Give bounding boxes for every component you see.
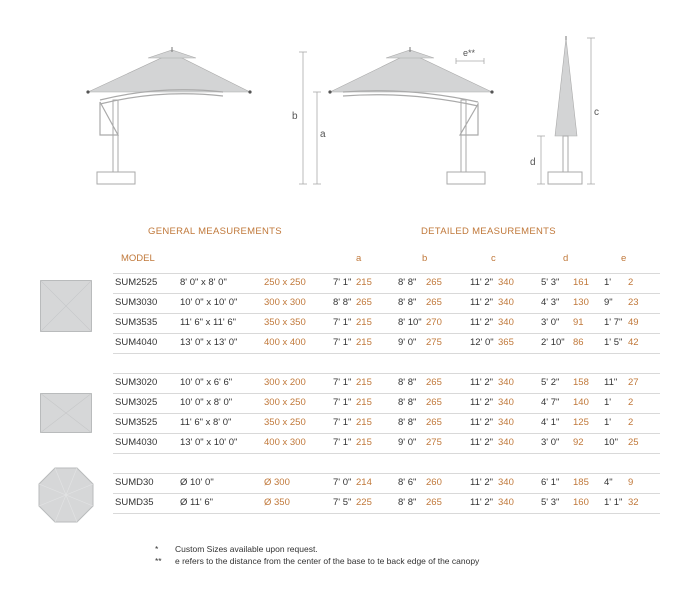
cell-c-imp: 11' 2" <box>470 497 493 508</box>
cell-b-imp: 9' 0" <box>398 337 417 348</box>
cell-d-imp: 5' 2" <box>541 377 560 388</box>
cell-size-imp: 10' 0" x 10' 0" <box>180 297 238 308</box>
cell-b-imp: 8' 8" <box>398 377 417 388</box>
cell-d-imp: 5' 3" <box>541 497 560 508</box>
cell-model: SUM3525 <box>115 417 158 428</box>
column-header-e: e <box>621 253 627 264</box>
cell-c-imp: 11' 2" <box>470 437 493 448</box>
cell-size-imp: 13' 0" x 10' 0" <box>180 437 238 448</box>
cell-c-cm: 340 <box>498 277 514 288</box>
cell-b-imp: 8' 10" <box>398 317 422 328</box>
cell-b-cm: 265 <box>426 277 442 288</box>
table-row <box>113 293 660 314</box>
cell-e-cm: 9 <box>628 477 634 488</box>
cell-b-cm: 275 <box>426 337 442 348</box>
cell-c-imp: 11' 2" <box>470 277 493 288</box>
cell-e-imp: 4" <box>604 477 613 488</box>
cell-d-imp: 4' 3" <box>541 297 560 308</box>
cell-d-imp: 5' 3" <box>541 277 560 288</box>
cell-e-cm: 25 <box>628 437 639 448</box>
table-row <box>113 313 660 334</box>
cell-c-cm: 340 <box>498 437 514 448</box>
cell-d-imp: 6' 1" <box>541 477 560 488</box>
cell-a-imp: 7' 1" <box>333 397 352 408</box>
cell-a-imp: 7' 1" <box>333 437 352 448</box>
cell-e-cm: 27 <box>628 377 639 388</box>
cell-a-cm: 214 <box>356 477 372 488</box>
cell-c-imp: 11' 2" <box>470 377 493 388</box>
cell-b-cm: 265 <box>426 417 442 428</box>
cell-c-imp: 12' 0" <box>470 337 494 348</box>
column-header-d: d <box>563 253 569 264</box>
cell-c-imp: 11' 2" <box>470 417 493 428</box>
table-row <box>113 493 660 514</box>
table-row <box>113 473 660 494</box>
cell-size-imp: 8' 0" x 8' 0" <box>180 277 227 288</box>
umbrella-side-view-1 <box>86 47 251 184</box>
table-row <box>113 413 660 434</box>
cell-e-imp: 9" <box>604 297 613 308</box>
cell-e-cm: 32 <box>628 497 639 508</box>
cell-size-cm: 300 x 250 <box>264 397 306 408</box>
cell-model: SUM3535 <box>115 317 158 328</box>
cell-size-imp: Ø 11' 6" <box>180 497 213 508</box>
table-row <box>113 273 660 294</box>
cell-a-cm: 215 <box>356 397 372 408</box>
cell-d-imp: 2' 10" <box>541 337 565 348</box>
detailed-measurements-header: DETAILED MEASUREMENTS <box>421 226 556 237</box>
cell-size-imp: 11' 6" x 11' 6" <box>180 317 236 328</box>
cell-b-imp: 8' 8" <box>398 497 417 508</box>
rectangle-canopy-thumbnail <box>40 393 92 433</box>
table-row <box>113 373 660 394</box>
cell-model: SUM4030 <box>115 437 158 448</box>
cell-e-cm: 42 <box>628 337 639 348</box>
general-measurements-header: GENERAL MEASUREMENTS <box>148 226 282 237</box>
cell-size-cm: 250 x 250 <box>264 277 306 288</box>
cell-a-cm: 265 <box>356 297 372 308</box>
cell-d-imp: 3' 0" <box>541 317 560 328</box>
footnote-1 <box>155 544 318 554</box>
cell-e-cm: 2 <box>628 417 634 428</box>
cell-d-cm: 91 <box>573 317 584 328</box>
cell-c-cm: 340 <box>498 377 514 388</box>
column-header-model: MODEL <box>121 253 155 264</box>
cell-e-imp: 10" <box>604 437 618 448</box>
cell-b-imp: 8' 8" <box>398 297 417 308</box>
cell-b-imp: 8' 6" <box>398 477 417 488</box>
cell-a-imp: 7' 0" <box>333 477 352 488</box>
cell-d-cm: 158 <box>573 377 589 388</box>
cell-a-cm: 225 <box>356 497 372 508</box>
cell-e-imp: 1' <box>604 277 612 288</box>
column-header-b: b <box>422 253 428 264</box>
cell-c-cm: 340 <box>498 297 514 308</box>
label-a: a <box>320 129 326 140</box>
cell-e-imp: 1' <box>604 417 612 428</box>
cell-c-cm: 340 <box>498 317 514 328</box>
cell-c-cm: 365 <box>498 337 514 348</box>
cell-b-imp: 8' 8" <box>398 417 417 428</box>
cell-b-cm: 265 <box>426 497 442 508</box>
footnote-2 <box>155 556 479 566</box>
octagon-canopy-thumbnail <box>38 467 94 523</box>
cell-a-cm: 215 <box>356 337 372 348</box>
cell-d-cm: 185 <box>573 477 589 488</box>
cell-a-imp: 7' 1" <box>333 377 352 388</box>
cell-model: SUM3030 <box>115 297 158 308</box>
cell-size-imp: 10' 0" x 6' 6" <box>180 377 233 388</box>
cell-e-cm: 23 <box>628 297 639 308</box>
cell-c-imp: 11' 2" <box>470 297 493 308</box>
cell-size-imp: Ø 10' 0" <box>180 477 214 488</box>
cell-size-imp: 10' 0" x 8' 0" <box>180 397 233 408</box>
cell-d-cm: 160 <box>573 497 589 508</box>
square-canopy-thumbnail <box>40 280 92 332</box>
cell-a-imp: 7' 1" <box>333 317 352 328</box>
label-b: b <box>292 111 298 122</box>
cell-d-cm: 86 <box>573 337 584 348</box>
footnote-1-marker: * <box>155 544 159 554</box>
cell-a-cm: 215 <box>356 317 372 328</box>
cell-e-cm: 2 <box>628 397 634 408</box>
cell-e-imp: 1' 5" <box>604 337 623 348</box>
cell-model: SUM2525 <box>115 277 158 288</box>
cell-model: SUMD30 <box>115 477 154 488</box>
cell-size-cm: 400 x 400 <box>264 337 306 348</box>
cell-e-imp: 1' 1" <box>604 497 623 508</box>
cell-a-cm: 215 <box>356 377 372 388</box>
cell-a-cm: 215 <box>356 417 372 428</box>
footnote-2-marker: ** <box>155 556 162 566</box>
column-header-c: c <box>491 253 496 264</box>
cell-c-imp: 11' 2" <box>470 477 493 488</box>
cell-e-imp: 1' 7" <box>604 317 623 328</box>
cell-d-cm: 92 <box>573 437 584 448</box>
cell-size-cm: 350 x 350 <box>264 317 306 328</box>
table-row <box>113 393 660 414</box>
footnote-1-text: Custom Sizes available upon request. <box>175 544 318 554</box>
cell-c-cm: 340 <box>498 477 514 488</box>
cell-d-imp: 4' 1" <box>541 417 560 428</box>
cell-b-cm: 270 <box>426 317 442 328</box>
dimension-b <box>299 52 307 184</box>
cell-e-cm: 2 <box>628 277 634 288</box>
cell-b-imp: 9' 0" <box>398 437 417 448</box>
cell-d-cm: 125 <box>573 417 589 428</box>
umbrella-closed-view <box>548 36 582 184</box>
cell-b-cm: 275 <box>426 437 442 448</box>
label-c: c <box>594 107 599 118</box>
cell-e-cm: 49 <box>628 317 639 328</box>
cell-d-cm: 130 <box>573 297 589 308</box>
cell-a-imp: 7' 1" <box>333 277 352 288</box>
cell-d-imp: 4' 7" <box>541 397 560 408</box>
cell-size-cm: 350 x 250 <box>264 417 306 428</box>
cell-b-cm: 265 <box>426 397 442 408</box>
column-header-a: a <box>356 253 362 264</box>
cell-c-imp: 11' 2" <box>470 317 493 328</box>
footnote-2-text: e refers to the distance from the center of the base to te back edge of the canopy <box>175 556 480 566</box>
cell-b-imp: 8' 8" <box>398 277 417 288</box>
label-d: d <box>530 157 536 168</box>
cell-b-cm: 265 <box>426 297 442 308</box>
cell-size-cm: 400 x 300 <box>264 437 306 448</box>
cell-c-imp: 11' 2" <box>470 397 493 408</box>
cell-e-imp: 1' <box>604 397 612 408</box>
cell-c-cm: 340 <box>498 417 514 428</box>
cell-b-cm: 265 <box>426 377 442 388</box>
cell-model: SUM4040 <box>115 337 158 348</box>
cell-c-cm: 340 <box>498 397 514 408</box>
dimension-d <box>537 136 545 184</box>
cell-e-imp: 11" <box>604 377 618 388</box>
cell-a-imp: 7' 1" <box>333 417 352 428</box>
cell-size-cm: Ø 350 <box>264 497 290 508</box>
cell-b-cm: 260 <box>426 477 442 488</box>
cell-d-cm: 140 <box>573 397 589 408</box>
cell-b-imp: 8' 8" <box>398 397 417 408</box>
umbrella-dimension-diagrams <box>0 0 700 200</box>
cell-size-imp: 11' 6" x 8' 0" <box>180 417 232 428</box>
table-row <box>113 433 660 454</box>
cell-a-imp: 7' 5" <box>333 497 352 508</box>
label-e: e** <box>463 48 476 58</box>
umbrella-side-view-2 <box>328 47 493 184</box>
cell-d-imp: 3' 0" <box>541 437 560 448</box>
cell-c-cm: 340 <box>498 497 514 508</box>
cell-d-cm: 161 <box>573 277 589 288</box>
table-row <box>113 333 660 354</box>
cell-a-cm: 215 <box>356 277 372 288</box>
cell-a-imp: 7' 1" <box>333 337 352 348</box>
cell-model: SUM3020 <box>115 377 158 388</box>
cell-a-cm: 215 <box>356 437 372 448</box>
cell-size-cm: 300 x 300 <box>264 297 306 308</box>
cell-size-cm: Ø 300 <box>264 477 290 488</box>
cell-model: SUMD35 <box>115 497 154 508</box>
cell-size-cm: 300 x 200 <box>264 377 306 388</box>
cell-a-imp: 8' 8" <box>333 297 352 308</box>
cell-size-imp: 13' 0" x 13' 0" <box>180 337 238 348</box>
cell-model: SUM3025 <box>115 397 158 408</box>
